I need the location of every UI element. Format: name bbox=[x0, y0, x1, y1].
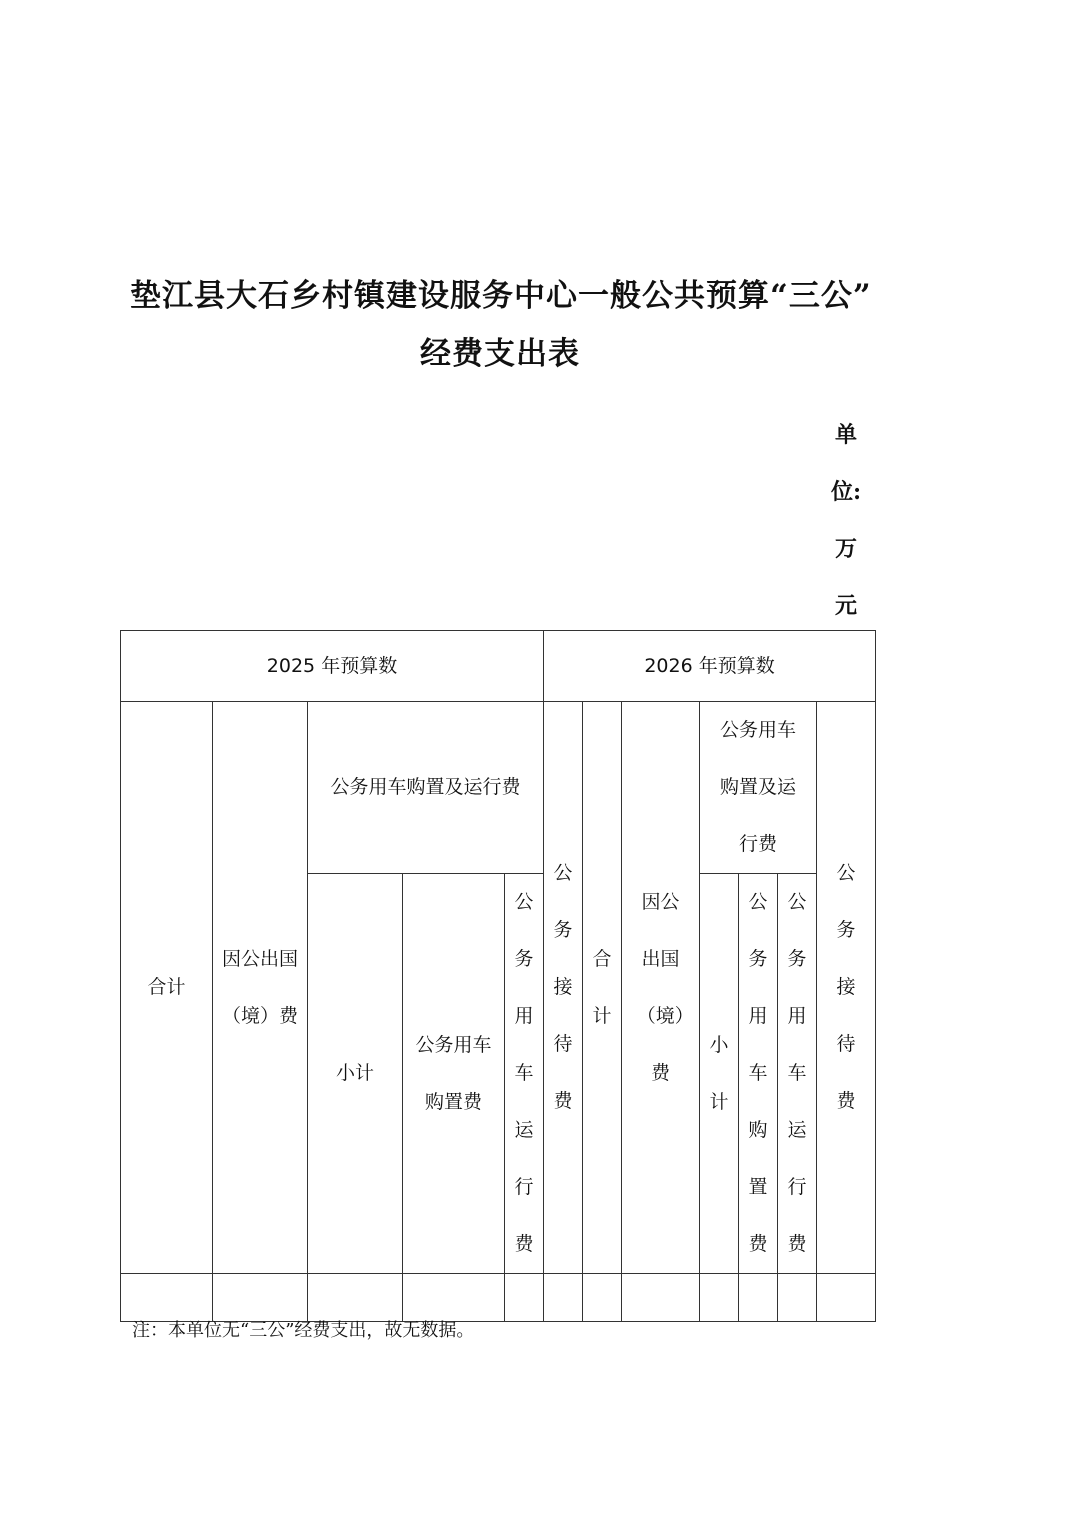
header-2025-budget: 2025 年预算数 bbox=[121, 631, 544, 702]
data-cell bbox=[583, 1274, 622, 1322]
header-2026-subtotal: 小计 bbox=[700, 874, 739, 1274]
data-cell bbox=[544, 1274, 583, 1322]
header-2026-total: 合计 bbox=[583, 702, 622, 1274]
header-2026-purchase: 公务用车购置费 bbox=[739, 874, 778, 1274]
header-2025-operation: 公务用车运行费 bbox=[505, 874, 544, 1274]
unit-char: 万 bbox=[834, 536, 857, 562]
data-cell bbox=[403, 1274, 505, 1322]
data-cell bbox=[778, 1274, 817, 1322]
header-2026-operation: 公务用车运行费 bbox=[778, 874, 817, 1274]
header-2026-abroad: 因公出国（境）费 bbox=[622, 702, 700, 1274]
three-public-expenditure-table bbox=[120, 630, 876, 1322]
data-cell bbox=[213, 1274, 308, 1322]
unit-char: 元 bbox=[834, 593, 857, 619]
footnote: 注：本单位无“三公”经费支出，故无数据。 bbox=[132, 1320, 475, 1341]
header-2026-vehicle-group: 公务用车购置及运行费 bbox=[700, 702, 817, 874]
header-2025-reception: 公务接待费 bbox=[544, 702, 583, 1274]
header-2026-reception: 公务接待费 bbox=[817, 702, 876, 1274]
data-cell bbox=[308, 1274, 403, 1322]
unit-char: 位: bbox=[830, 479, 862, 505]
header-2025-purchase: 公务用车购置费 bbox=[403, 874, 505, 1274]
data-cell bbox=[622, 1274, 700, 1322]
header-2025-subtotal: 小计 bbox=[308, 874, 403, 1274]
header-2025-total: 合计 bbox=[121, 702, 213, 1274]
unit-char: 单 bbox=[834, 422, 857, 448]
page-title-line2: 经费支出表 bbox=[420, 336, 580, 372]
header-2025-vehicle-group: 公务用车购置及运行费 bbox=[308, 702, 544, 874]
page-title-line1: 垫江县大石乡村镇建设服务中心一般公共预算“三公” bbox=[130, 278, 872, 314]
data-cell bbox=[739, 1274, 778, 1322]
data-cell bbox=[505, 1274, 544, 1322]
header-2026-budget: 2026 年预算数 bbox=[544, 631, 876, 702]
data-cell bbox=[700, 1274, 739, 1322]
data-cell bbox=[817, 1274, 876, 1322]
data-cell bbox=[121, 1274, 213, 1322]
header-2025-abroad: 因公出国（境）费 bbox=[213, 702, 308, 1274]
